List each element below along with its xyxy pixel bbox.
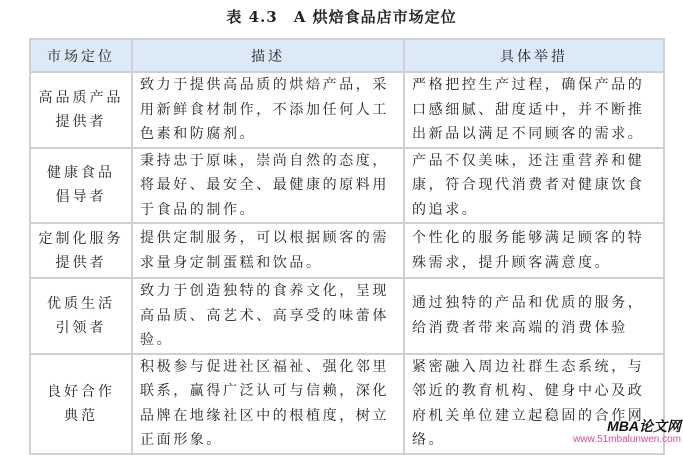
header-description: 描述: [132, 39, 404, 72]
watermark: [573, 420, 681, 446]
cell-line: 验。: [140, 332, 174, 348]
cell-line: 用新鲜食材制作，不添加任何人工: [140, 101, 389, 118]
watermark-brand: MBA论文网: [607, 418, 681, 434]
cell-line: 秉持忠于原味，崇尚自然的态度，: [140, 152, 389, 169]
cell-line: 致力于提供高品质的烘焙产品，采: [140, 77, 389, 93]
cell-line: 将最好、最安全、最健康的原料用: [140, 177, 389, 193]
cell-line: 严格把控生产过程，确保产品的: [412, 77, 645, 93]
cell-line: 求量身定制蛋糕和饮品。: [140, 254, 323, 271]
cell-line: 府机关单位建立起稳固的合作网: [412, 407, 645, 424]
cell-line: 给消费者带来高端的消费体验: [412, 319, 628, 336]
cell-line: 提供者: [55, 254, 107, 271]
measures-cell: [404, 148, 664, 224]
description-cell: [132, 148, 404, 224]
cell-line: 高品质产品: [38, 89, 124, 106]
table-row: [30, 354, 664, 454]
watermark-url: www.51mbalunwen.com: [573, 434, 681, 445]
cell-line: 联系，赢得广泛认可与信赖，深化: [140, 383, 389, 399]
cell-line: 色素和防腐剂。: [140, 126, 257, 142]
position-cell: [30, 148, 132, 224]
position-cell: [30, 278, 132, 354]
cell-line: 于食品的制作。: [140, 201, 257, 218]
cell-line: 的追求。: [412, 201, 479, 218]
cell-line: 邻近的教育机构、健身中心及政: [412, 383, 645, 399]
cell-line: 产品不仅美味，还注重营养和健: [412, 152, 645, 169]
position-cell: [30, 354, 132, 454]
table-row: [30, 148, 664, 224]
cell-line: 个性化的服务能够满足顾客的特: [412, 230, 645, 246]
table-row: [30, 223, 664, 278]
cell-line: 提供定制服务，可以根据顾客的需: [140, 230, 389, 246]
cell-line: 出新品以满足不同顾客的需求。: [412, 126, 645, 142]
cell-line: 典范: [64, 407, 98, 424]
cell-line: 定制化服务: [38, 230, 124, 247]
cell-line: 优质生活: [47, 295, 115, 312]
position-cell: [30, 72, 132, 148]
description-cell: [132, 278, 404, 354]
measures-cell: [404, 72, 664, 148]
table-header-row: [30, 39, 664, 72]
cell-line: 高品质、高艺术、高享受的味蕾体: [140, 307, 389, 324]
cell-line: 品牌在地缘社区中的根植度，树立: [140, 407, 389, 424]
description-cell: [132, 72, 404, 148]
measures-cell: [404, 223, 664, 278]
cell-line: 殊需求，提升顾客满意度。: [412, 254, 612, 271]
header-measures: 具体举措: [404, 39, 664, 72]
cell-line: 引领者: [55, 319, 107, 336]
cell-line: 倡导者: [55, 189, 107, 206]
cell-line: 通过独特的产品和优质的服务，: [412, 295, 645, 312]
cell-line: 致力于创造独特的食养文化，呈现: [140, 283, 389, 299]
cell-line: 提供者: [55, 113, 107, 130]
cell-line: 口感细腻、甜度适中，并不断推: [412, 101, 645, 118]
header-position: 市场定位: [30, 39, 132, 72]
cell-line: 正面形象。: [140, 432, 223, 448]
description-cell: [132, 223, 404, 278]
cell-line: 积极参与促进社区福祉、强化邻里: [140, 358, 389, 375]
table-row: [30, 278, 664, 354]
table-caption: 表 4.3 A 烘焙食品店市场定位: [226, 8, 457, 26]
description-cell: [132, 354, 404, 454]
table-row: [30, 72, 664, 148]
cell-line: 康，符合现代消费者对健康饮食: [412, 177, 645, 193]
cell-line: 络。: [412, 432, 446, 448]
measures-cell: [404, 278, 664, 354]
cell-line: 紧密融入周边社群生态系统，与: [412, 358, 645, 375]
market-positioning-table: [29, 38, 665, 455]
position-cell: [30, 223, 132, 278]
cell-line: 良好合作: [47, 383, 115, 400]
cell-line: 健康食品: [47, 165, 115, 182]
